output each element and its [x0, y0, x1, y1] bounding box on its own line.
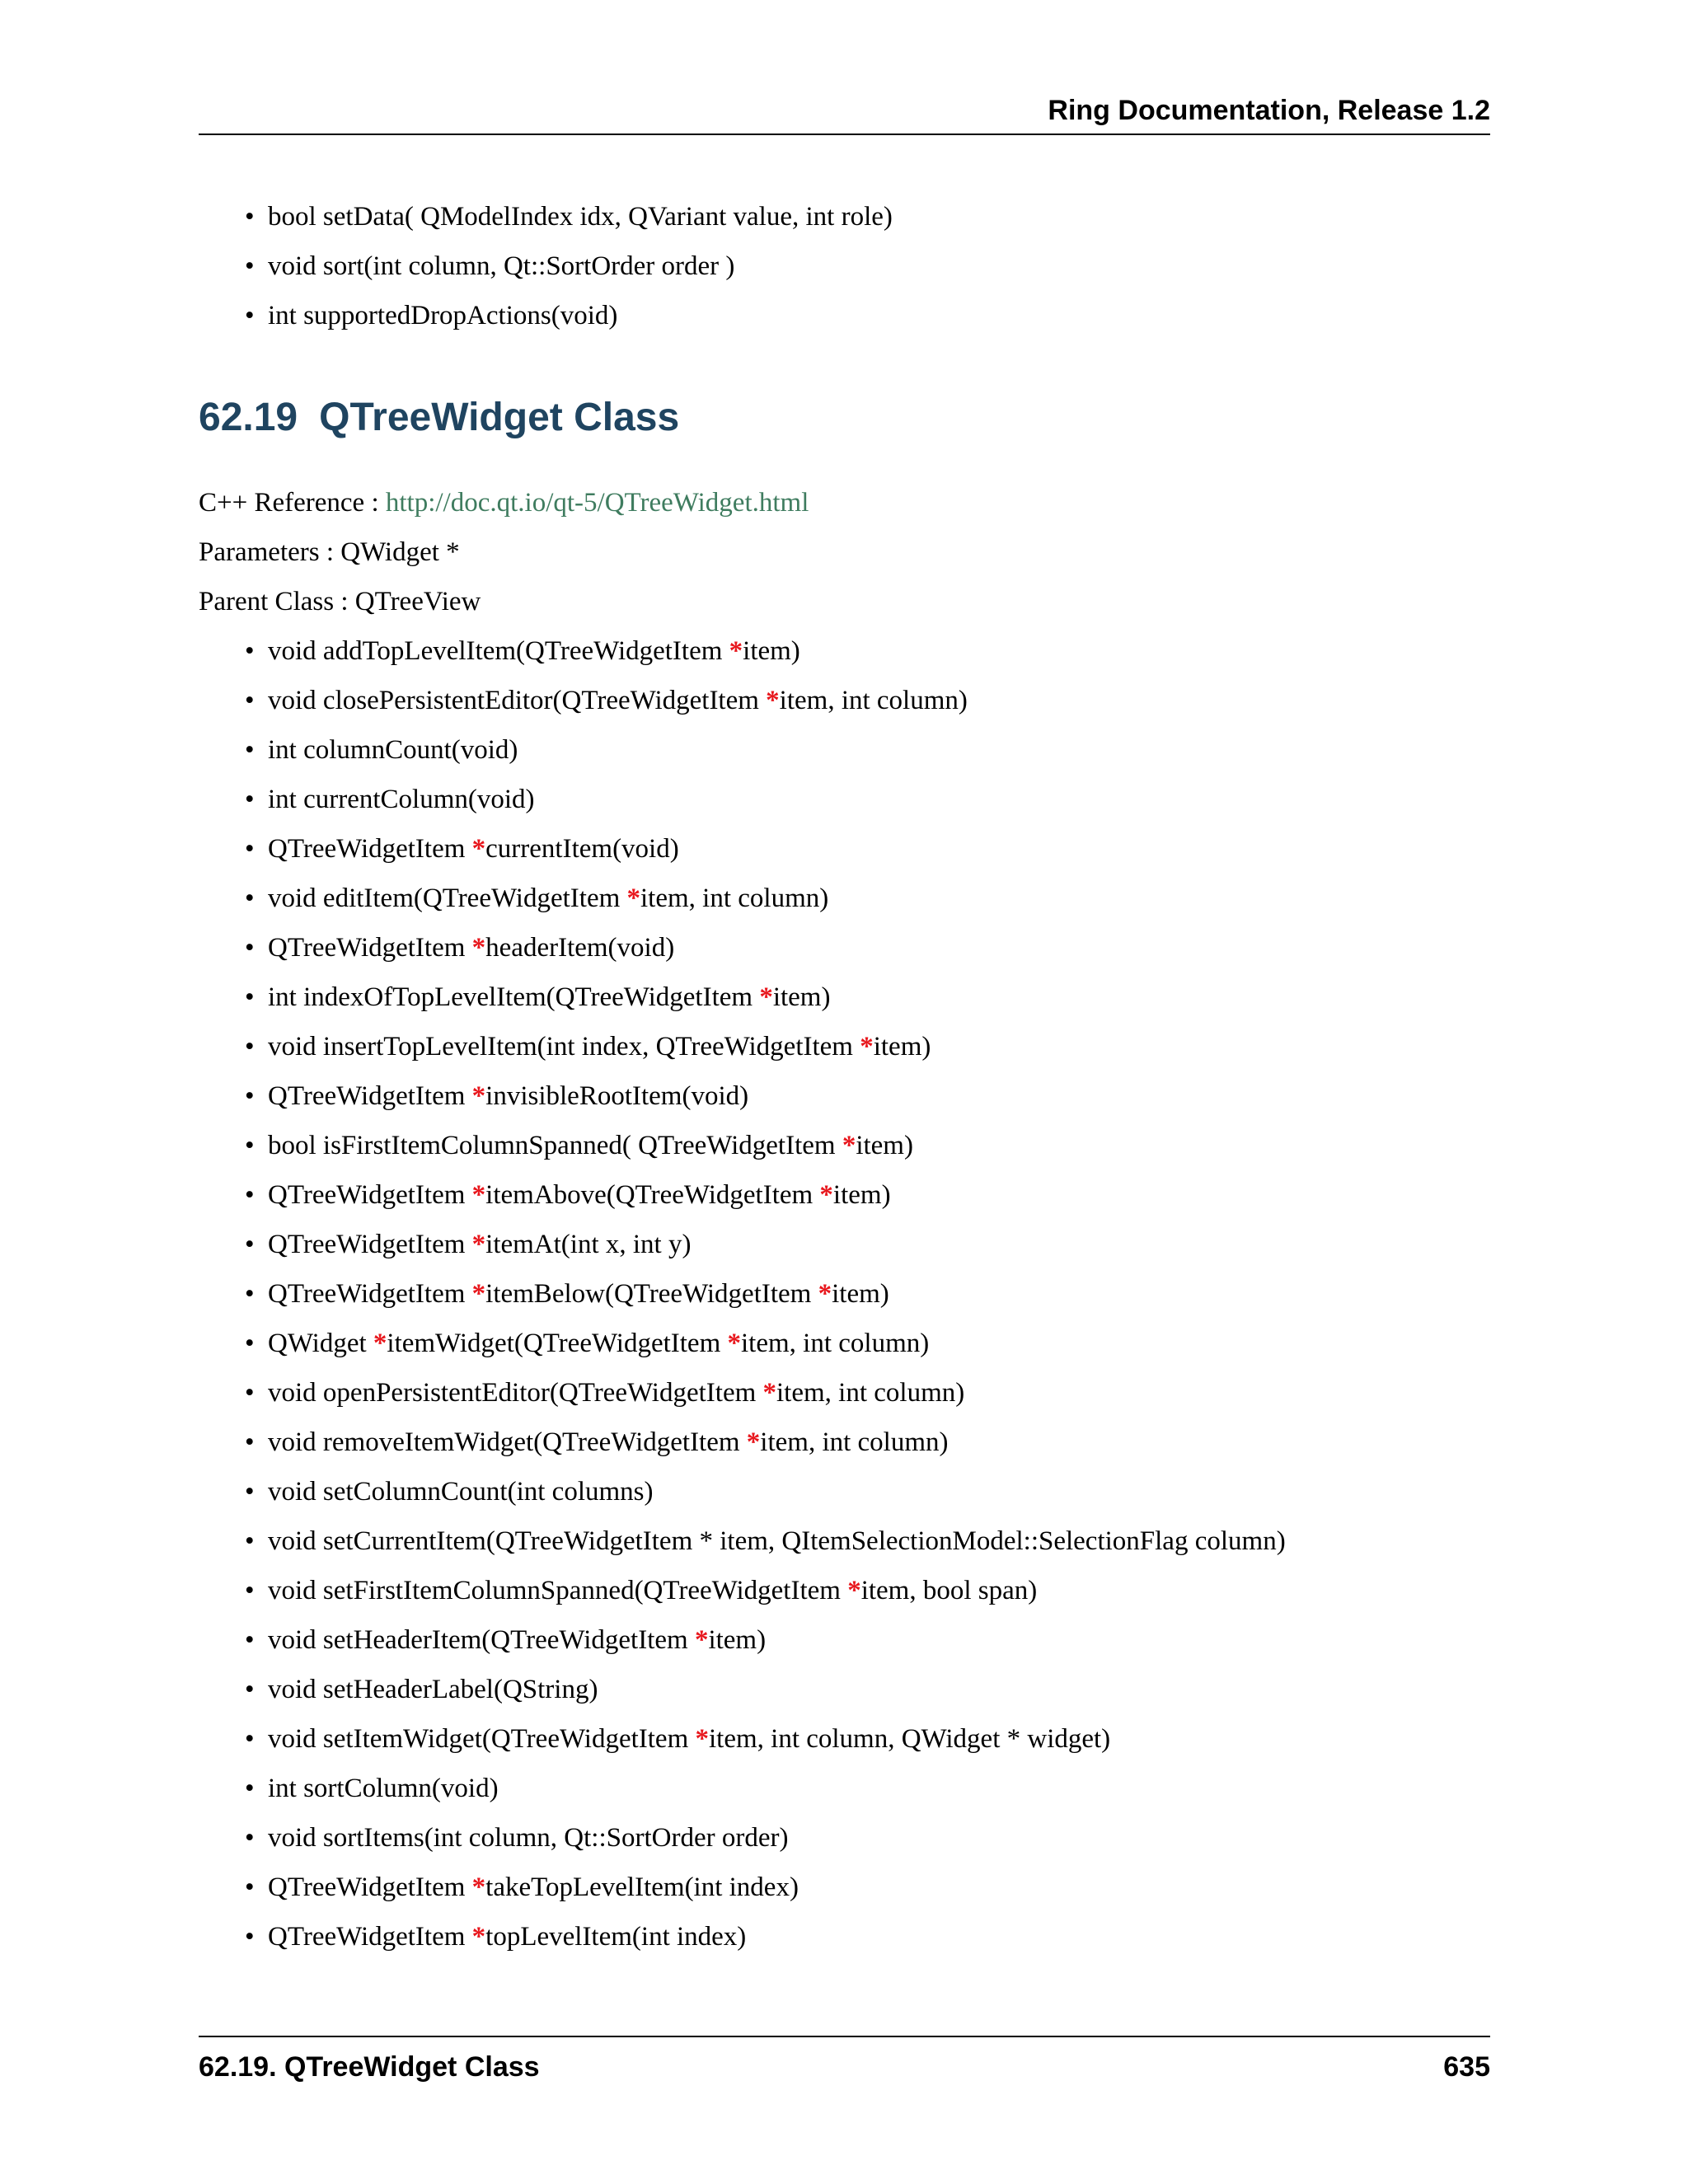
method-text: QTreeWidgetItem — [268, 1180, 472, 1210]
method-text: void sortItems(int column, Qt::SortOrder order) — [268, 1823, 789, 1853]
page-header — [199, 94, 1490, 135]
method-text: item) — [856, 1131, 913, 1160]
method-text: itemWidget(QTreeWidgetItem — [387, 1329, 728, 1358]
top-method-list — [245, 192, 893, 340]
method-item — [245, 1220, 1286, 1269]
method-text: item) — [708, 1625, 767, 1655]
parameters: Parameters : QWidget * — [199, 537, 460, 567]
method-item — [245, 1121, 1286, 1170]
method-item — [245, 1269, 1286, 1319]
method-text: item, int column) — [776, 1378, 965, 1408]
method-text: void setFirstItemColumnSpanned(QTreeWidgetItem — [268, 1576, 848, 1605]
method-item — [245, 1071, 1286, 1121]
pointer-star: * — [471, 1872, 486, 1902]
method-item — [245, 1714, 1286, 1764]
method-text: void closePersistentEditor(QTreeWidgetItem — [268, 686, 767, 715]
method-text: void editItem(QTreeWidgetItem — [268, 883, 627, 913]
method-text: int sortColumn(void) — [268, 1774, 499, 1803]
method-text: int indexOfTopLevelItem(QTreeWidgetItem — [268, 982, 760, 1012]
method-item — [245, 1022, 1286, 1071]
method-text: takeTopLevelItem(int index) — [485, 1872, 799, 1902]
method-text: item, int column) — [760, 1427, 949, 1457]
pointer-star: * — [694, 1625, 709, 1655]
section-number: 62.19 — [199, 396, 298, 439]
list-item — [245, 241, 893, 291]
method-item — [245, 1912, 1286, 1961]
method-text: item) — [873, 1032, 931, 1062]
pointer-star: * — [766, 686, 780, 715]
reference-link[interactable]: http://doc.qt.io/qt-5/QTreeWidget.html — [385, 488, 809, 518]
pointer-star: * — [471, 1081, 486, 1111]
pointer-star: * — [847, 1576, 861, 1605]
method-item — [245, 874, 1286, 923]
pointer-star: * — [695, 1724, 709, 1754]
parent-class: Parent Class : QTreeView — [199, 587, 481, 616]
method-text: itemAt(int x, int y) — [485, 1230, 692, 1259]
method-text: itemAbove(QTreeWidgetItem — [485, 1180, 820, 1210]
method-text: void removeItemWidget(QTreeWidgetItem — [268, 1427, 747, 1457]
pointer-star: * — [762, 1378, 777, 1408]
method-item — [245, 775, 1286, 824]
method-text: bool isFirstItemColumnSpanned( QTreeWidgetItem — [268, 1131, 842, 1160]
section-title: QTreeWidget Class — [319, 396, 680, 439]
method-item — [245, 1319, 1286, 1368]
method-item — [245, 824, 1286, 874]
method-text: QTreeWidgetItem — [268, 834, 472, 864]
cpp-reference — [199, 478, 809, 527]
list-item — [245, 291, 893, 340]
method-item — [245, 923, 1286, 972]
method-text: int currentColumn(void) — [268, 785, 535, 814]
footer-section: 62.19. QTreeWidget Class — [199, 2051, 540, 2083]
pointer-star: * — [819, 1180, 833, 1210]
method-text: itemBelow(QTreeWidgetItem — [485, 1279, 818, 1309]
pointer-star: * — [729, 636, 743, 666]
pointer-star: * — [471, 834, 486, 864]
pointer-star: * — [727, 1329, 742, 1358]
method-item — [245, 1863, 1286, 1912]
method-text: bool setData( QModelIndex idx, QVariant value, int role) — [268, 202, 893, 232]
method-text: item) — [832, 1180, 891, 1210]
method-text: item, int column) — [779, 686, 968, 715]
method-item — [245, 1665, 1286, 1714]
method-text: int columnCount(void) — [268, 735, 518, 765]
method-text: void setCurrentItem(QTreeWidgetItem * item, QItemSelectionModel::SelectionFlag column) — [268, 1526, 1286, 1556]
section-heading — [199, 389, 679, 447]
method-text: topLevelItem(int index) — [485, 1922, 747, 1952]
pointer-star: * — [842, 1131, 856, 1160]
method-text: item) — [743, 636, 800, 666]
method-text: int supportedDropActions(void) — [268, 301, 618, 330]
method-text: QTreeWidgetItem — [268, 1230, 472, 1259]
method-text: void sort(int column, Qt::SortOrder order ) — [268, 251, 735, 281]
method-text: currentItem(void) — [485, 834, 679, 864]
method-item — [245, 626, 1286, 676]
method-text: item) — [832, 1279, 889, 1309]
method-item — [245, 1467, 1286, 1516]
method-item — [245, 1170, 1286, 1220]
method-text: void addTopLevelItem(QTreeWidgetItem — [268, 636, 729, 666]
method-item — [245, 1813, 1286, 1863]
method-text: invisibleRootItem(void) — [485, 1081, 749, 1111]
method-text: QTreeWidgetItem — [268, 1922, 472, 1952]
method-text: void openPersistentEditor(QTreeWidgetItem — [268, 1378, 763, 1408]
method-item — [245, 1615, 1286, 1665]
pointer-star: * — [746, 1427, 761, 1457]
method-item — [245, 676, 1286, 725]
method-item — [245, 1516, 1286, 1566]
pointer-star: * — [818, 1279, 832, 1309]
method-text: QTreeWidgetItem — [268, 1081, 472, 1111]
pointer-star: * — [471, 1922, 486, 1952]
method-item — [245, 1764, 1286, 1813]
pointer-star: * — [373, 1329, 387, 1358]
method-item — [245, 1418, 1286, 1467]
pointer-star: * — [471, 933, 486, 963]
method-text: item, int column) — [640, 883, 829, 913]
method-text: QTreeWidgetItem — [268, 1872, 472, 1902]
reference-label: C++ Reference : — [199, 488, 386, 518]
method-item — [245, 972, 1286, 1022]
method-text: item, int column) — [741, 1329, 930, 1358]
pointer-star: * — [626, 883, 641, 913]
method-text: void insertTopLevelItem(int index, QTreeWidgetItem — [268, 1032, 860, 1062]
method-text: item) — [772, 982, 831, 1012]
method-text: QTreeWidgetItem — [268, 1279, 472, 1309]
page-footer — [199, 2036, 1490, 2083]
method-text: item, int column, QWidget * widget) — [709, 1724, 1111, 1754]
method-item — [245, 725, 1286, 775]
method-text: void setHeaderItem(QTreeWidgetItem — [268, 1625, 695, 1655]
pointer-star: * — [759, 982, 773, 1012]
method-text: headerItem(void) — [485, 933, 675, 963]
class-meta — [199, 478, 809, 626]
method-text: void setHeaderLabel(QString) — [268, 1675, 598, 1704]
pointer-star: * — [471, 1180, 486, 1210]
method-text: void setItemWidget(QTreeWidgetItem — [268, 1724, 696, 1754]
method-list — [245, 626, 1286, 1961]
method-text: item, bool span) — [860, 1576, 1038, 1605]
method-text: QTreeWidgetItem — [268, 933, 472, 963]
list-item — [245, 192, 893, 241]
method-text: void setColumnCount(int columns) — [268, 1477, 654, 1507]
method-item — [245, 1566, 1286, 1615]
pointer-star: * — [471, 1230, 486, 1259]
pointer-star: * — [471, 1279, 486, 1309]
document-title: Ring Documentation, Release 1.2 — [1048, 95, 1490, 126]
method-text: QWidget — [268, 1329, 373, 1358]
method-item — [245, 1368, 1286, 1418]
pointer-star: * — [860, 1032, 874, 1062]
page-number: 635 — [1443, 2051, 1490, 2083]
